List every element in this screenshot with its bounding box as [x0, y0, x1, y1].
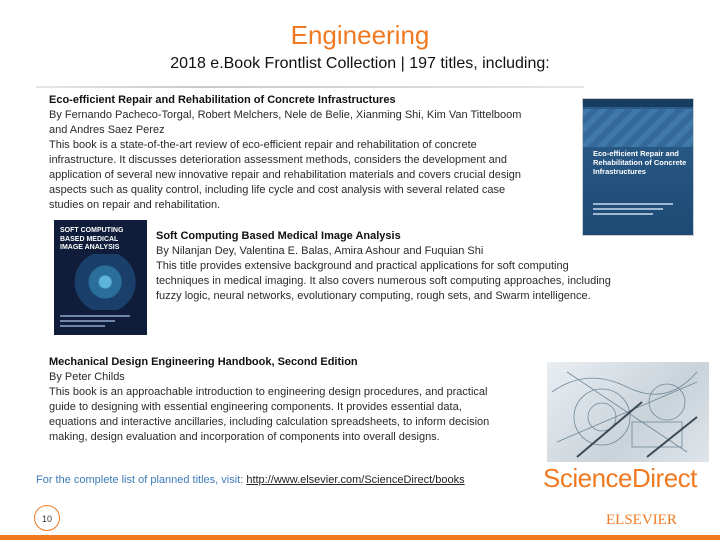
cover-title: Eco-efficient Repair and Rehabilitation of Concrete Infrastructures: [593, 149, 687, 176]
book-cover-eco-repair: [582, 98, 694, 236]
sciencedirect-logo: ScienceDirect: [543, 463, 697, 493]
bottom-accent-bar: [0, 535, 720, 540]
book-entry-soft-computing: [156, 229, 616, 304]
book-entry-eco-repair: [49, 93, 539, 213]
book-authors: By Nilanjan Dey, Valentina E. Balas, Amira Ashour and Fuquian Shi: [156, 245, 484, 257]
book-title: Mechanical Design Engineering Handbook, Second Edition: [49, 356, 358, 368]
page-number: 10: [34, 505, 60, 531]
sciencedirect-books-link[interactable]: http://www.elsevier.com/ScienceDirect/books: [246, 474, 465, 486]
book-authors: By Peter Childs: [49, 371, 125, 383]
divider: [36, 86, 584, 88]
book-authors: By Fernando Pacheco-Torgal, Robert Melchers, Nele de Belie, Xianming Shi, Kim Van Tittelboom and Andres Saez Perez: [49, 109, 522, 136]
book-description: This book is an approachable introduction to engineering design procedures, and practical guide to designing with essential engineering components. It provides essential data, equations and interactive ancillaries, including calculation spreadsheets, to inform decision making, design evaluation and incorporation of components into overall designs.: [49, 386, 490, 443]
book-entry-mechanical-design: [49, 355, 494, 445]
book-description: This book is a state-of-the-art review of eco-efficient repair and rehabilitation of concrete infrastructure. It discusses deterioration assessment methods, considers the development and application of several new innovative repair and rehabilitation materials and covers crucial design aspects such as quality control, including life cycle and cost analysis with several related case studies on repair and rehabilitation.: [49, 139, 522, 211]
book-cover-soft-computing: [54, 220, 147, 335]
footer-prefix: For the complete list of planned titles, visit:: [36, 474, 247, 486]
book-title: Soft Computing Based Medical Image Analysis: [156, 230, 401, 242]
cover-title: SOFT COMPUTING BASED MEDICAL IMAGE ANALYSIS: [60, 227, 124, 251]
page-subtitle: 2018 e.Book Frontlist Collection | 197 titles, including:: [170, 55, 550, 72]
page-title: Engineering: [290, 20, 430, 50]
engineering-drawing-image: [547, 362, 709, 462]
footer-note: [36, 474, 465, 486]
elsevier-logo: ELSEVIER: [606, 512, 677, 528]
book-description: This title provides extensive background and practical applications for soft computing techniques in medical imaging. It also covers numerous soft computing approaches, including fuzzy logic, neural networks, evolutionary computing, rough sets, and Swarm intelligence.: [156, 260, 611, 302]
book-title: Eco-efficient Repair and Rehabilitation of Concrete Infrastructures: [49, 94, 396, 106]
